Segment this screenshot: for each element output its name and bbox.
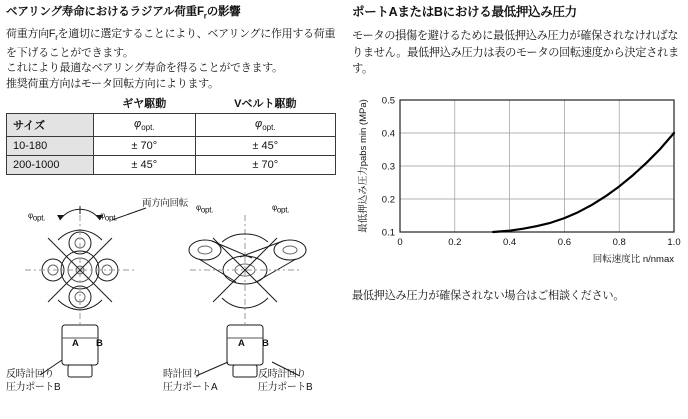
port-a-left: A bbox=[72, 338, 79, 349]
table-head-blank bbox=[7, 92, 94, 114]
table-row bbox=[7, 156, 336, 175]
load-direction-table bbox=[6, 92, 336, 175]
right-column bbox=[352, 0, 688, 419]
right-paragraph: モータの損傷を避けるために最低押込み圧力が確保されなければなりません。最低押込み圧力は表のモータの回転速度から決定されます。 bbox=[352, 30, 679, 75]
y-tick-label: 0.4 bbox=[381, 128, 395, 140]
port-b-left: B bbox=[96, 338, 103, 349]
table-subhead-gear: $\varphi_{opt.}$ bbox=[94, 114, 196, 137]
vbelt-drive-group bbox=[189, 215, 306, 377]
table-subhead-row bbox=[7, 114, 336, 137]
row-size: 200-1000 bbox=[7, 156, 94, 175]
left-section-title: ベアリング寿命におけるラジアル荷重$F_r$の影響 bbox=[6, 6, 241, 21]
y-axis-label: 最低押込み圧力pabs min (MPa) bbox=[358, 99, 369, 233]
phi-label-left-1: φopt. bbox=[28, 211, 46, 223]
table-head-gear: ギヤ駆動 bbox=[94, 92, 196, 114]
x-tick-label: 0 bbox=[397, 237, 403, 248]
right-section-title: ポートAまたはBにおける最低押込み圧力 bbox=[352, 5, 577, 19]
y-tick-label: 0.2 bbox=[381, 194, 395, 206]
y-tick-label: 0.3 bbox=[381, 161, 395, 173]
x-tick-label: 0.4 bbox=[502, 237, 517, 248]
row-vbelt: ± 45° bbox=[195, 137, 335, 156]
table-subhead-size: サイズ bbox=[7, 114, 94, 137]
y-tick-label: 0.5 bbox=[381, 95, 395, 107]
x-tick-label: 0.8 bbox=[612, 237, 626, 248]
row-gear: ± 45° bbox=[94, 156, 196, 175]
gear-drive-group bbox=[25, 206, 135, 377]
port-b-right: B bbox=[262, 338, 269, 349]
x-tick-label: 1.0 bbox=[667, 237, 681, 248]
row-vbelt: ± 70° bbox=[195, 156, 335, 175]
table-row bbox=[7, 137, 336, 156]
chart-series-line bbox=[493, 133, 674, 232]
table-subhead-vbelt: $\varphi_{opt.}$ bbox=[195, 114, 335, 137]
caption-ccw-port-b-left: 反時計回り 圧力ポートB bbox=[6, 369, 61, 393]
caption-ccw-port-b-right: 反時計回り 圧力ポートB bbox=[258, 369, 313, 393]
phi-label-right-1: φopt. bbox=[196, 203, 214, 215]
port-a-right: A bbox=[238, 338, 245, 349]
table-head-row bbox=[7, 92, 336, 114]
table-head-vbelt: Vベルト駆動 bbox=[195, 92, 335, 114]
drive-direction-diagram bbox=[0, 190, 345, 419]
row-gear: ± 70° bbox=[94, 137, 196, 156]
left-paragraph: 荷重方向$F_r$を適切に選定することにより、ベアリングに作用する荷重を下げることができます。 これにより最適なベアリング寿命を得ることができます。 推奨荷重方向はモータ回転方向によります。 bbox=[6, 28, 336, 90]
right-footer-note: 最低押込み圧力が確保されない場合はご相談ください。 bbox=[352, 290, 625, 302]
x-tick-label: 0.6 bbox=[557, 237, 572, 248]
min-inlet-pressure-chart bbox=[352, 92, 688, 282]
bidirectional-label: 両方向回転 bbox=[142, 198, 189, 209]
y-tick-label: 0.1 bbox=[381, 227, 395, 239]
row-size: 10-180 bbox=[7, 137, 94, 156]
phi-label-left-2: φopt. bbox=[100, 211, 118, 223]
x-axis-label: 回転速度比 n/nmax bbox=[592, 254, 674, 265]
phi-label-right-2: φopt. bbox=[272, 203, 290, 215]
caption-cw-port-a: 時計回り 圧力ポートA bbox=[163, 369, 218, 393]
x-tick-label: 0.2 bbox=[448, 237, 462, 248]
chart-svg bbox=[352, 92, 688, 282]
